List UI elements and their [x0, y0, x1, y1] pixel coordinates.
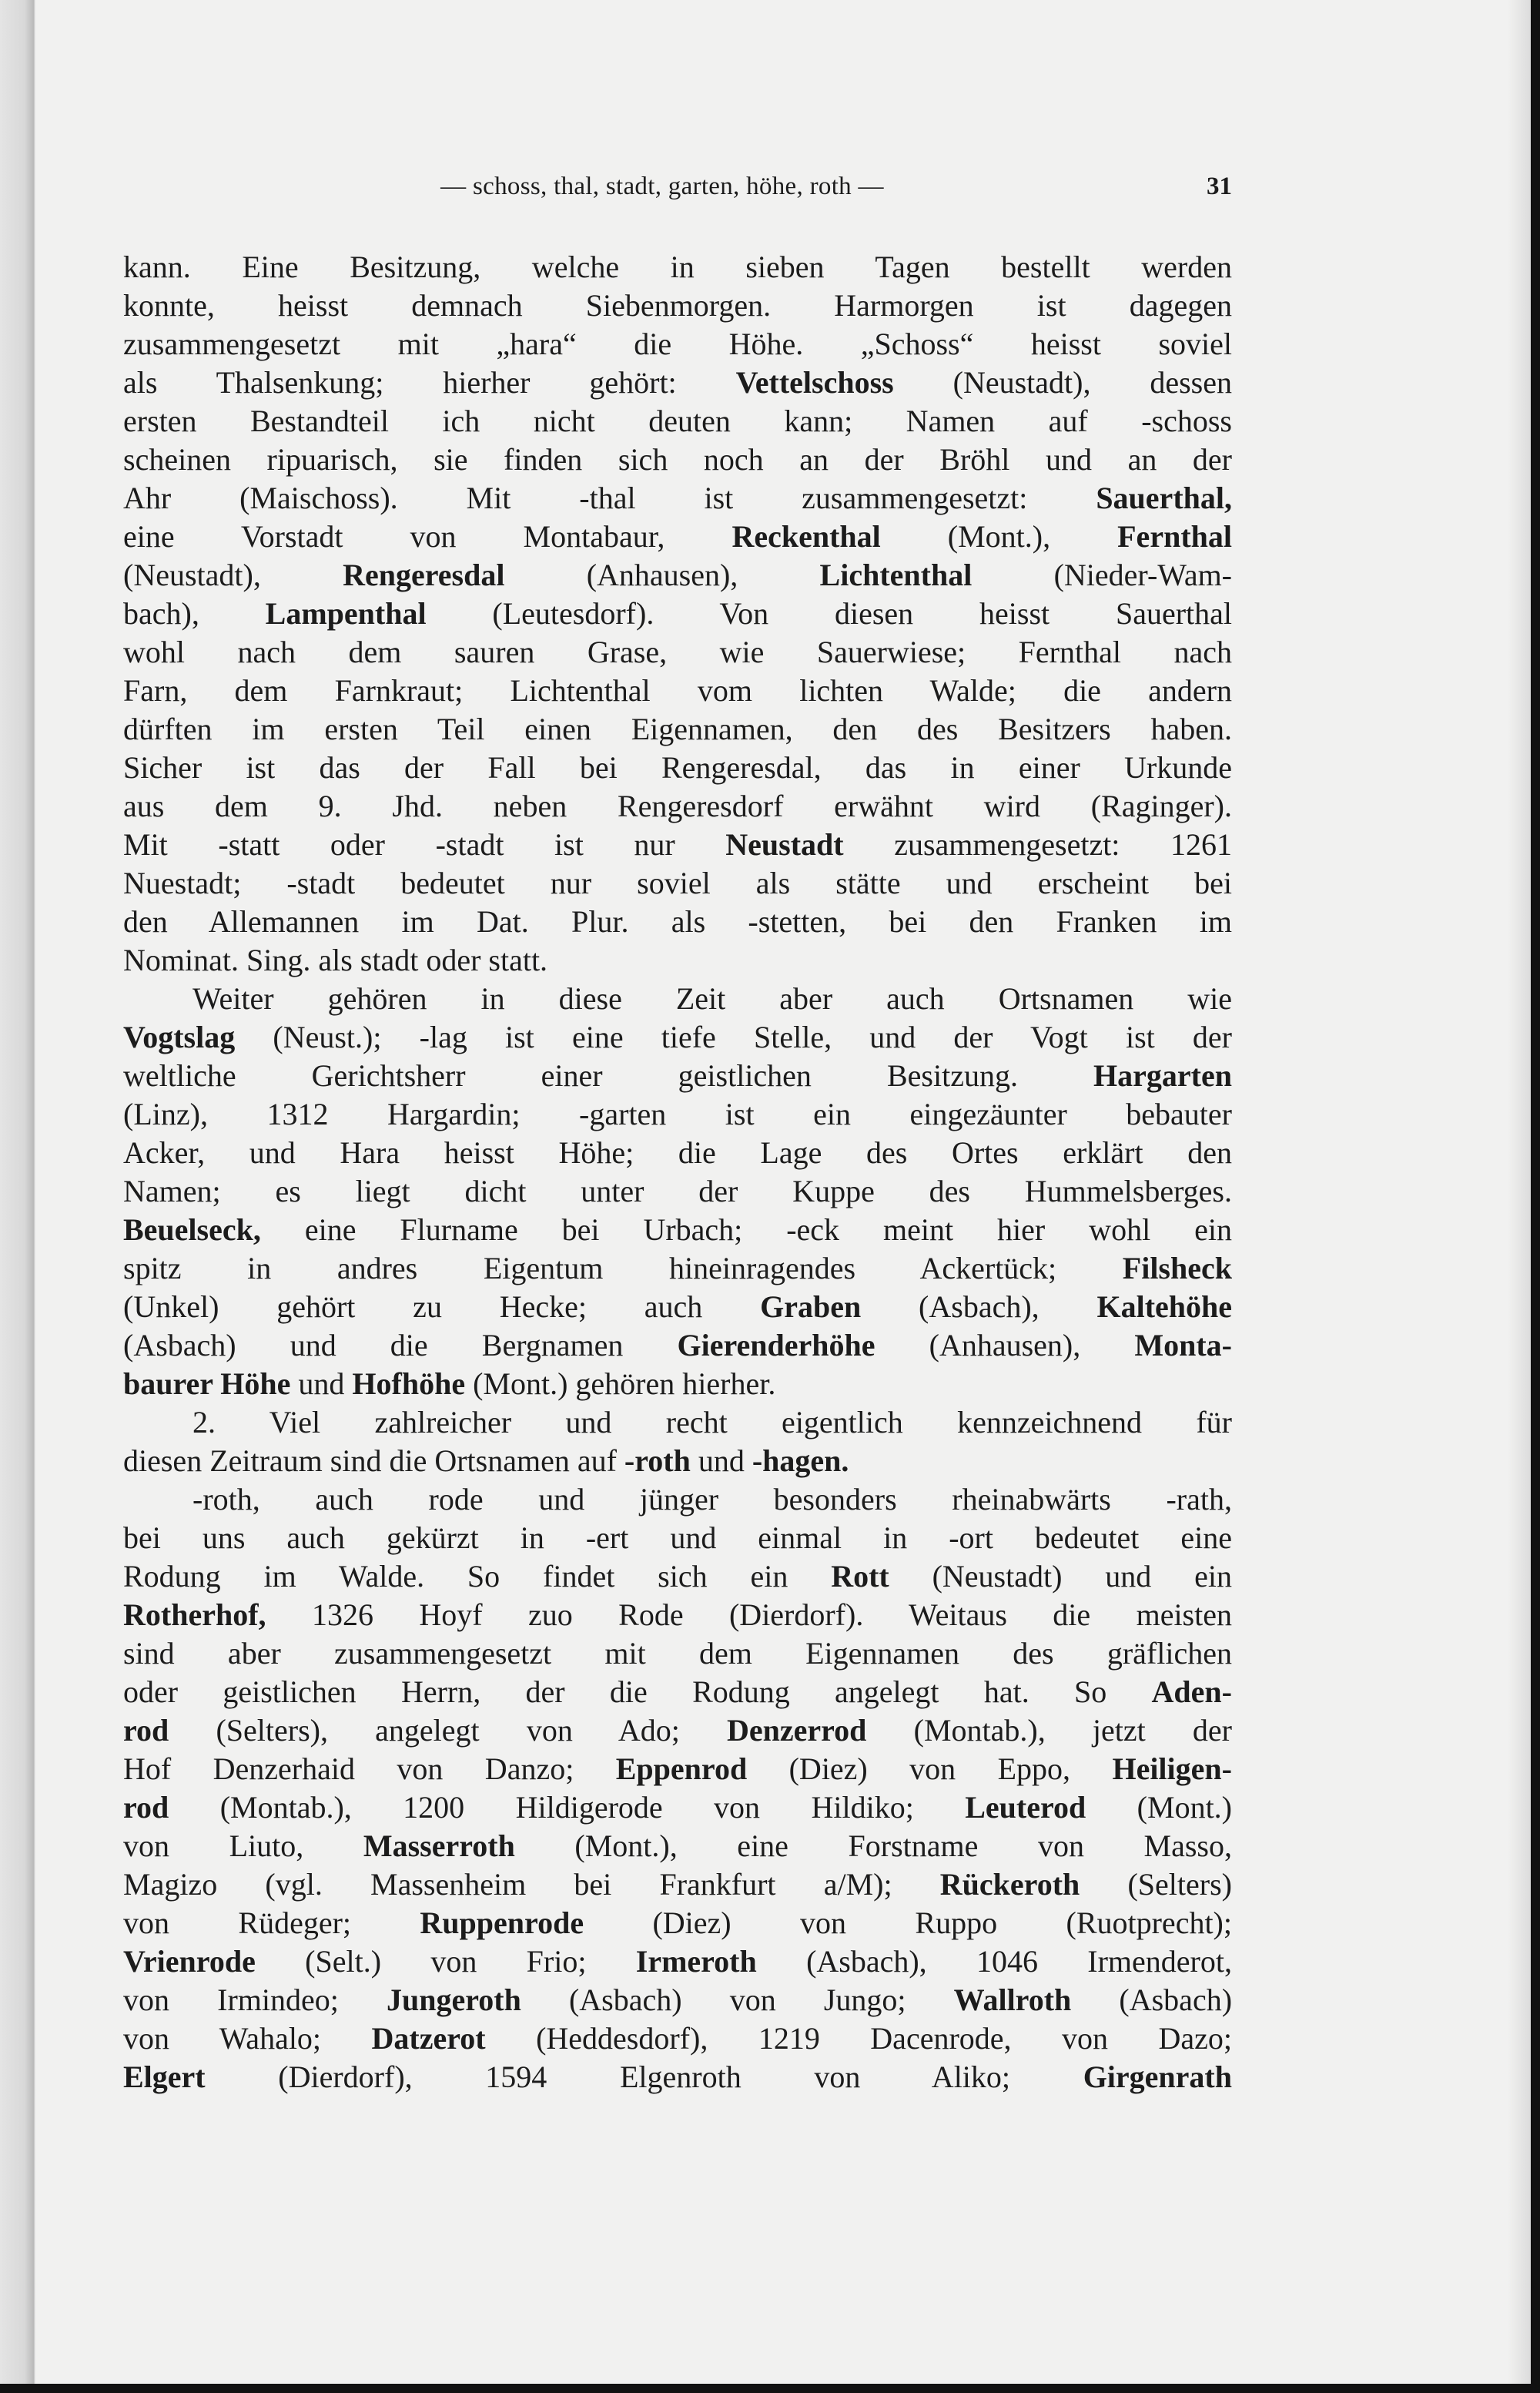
text-run: (Asbach) und die Bergnamen — [123, 1328, 678, 1362]
scan-right-shadow — [1508, 0, 1531, 2393]
text-line — [123, 1865, 1232, 1904]
text-run: (Asbach), 1046 Irmenderot, — [756, 1944, 1232, 1979]
text-run: (Anhausen), — [504, 558, 820, 592]
place-name-bold: Fernthal — [1117, 519, 1232, 554]
text-run: 1326 Hoyf zuo Rode (Dierdorf). Weitaus die meisten — [266, 1597, 1232, 1632]
scan-left-edge — [0, 0, 35, 2393]
text-run: Sicher ist das der Fall bei Rengeresdal, das in einer Urkunde — [123, 750, 1232, 785]
place-name-bold: Denzerrod — [727, 1713, 867, 1748]
place-name-bold: Graben — [760, 1289, 862, 1324]
place-name-bold: Vettelschoss — [735, 365, 894, 400]
text-run: bach), — [123, 596, 266, 631]
place-name-bold: Wallroth — [953, 1982, 1072, 2017]
place-name-bold: Datzerot — [371, 2021, 486, 2056]
text-line — [123, 1211, 1232, 1249]
text-run: Acker, und Hara heisst Höhe; die Lage des Ortes erklärt den — [123, 1135, 1232, 1170]
place-name-bold: Rengeresdal — [343, 558, 505, 592]
text-line — [123, 1134, 1232, 1172]
text-line — [123, 903, 1232, 941]
text-run: Nuestadt; -stadt bedeutet nur soviel als stätte und erscheint bei — [123, 866, 1232, 900]
place-name-bold: Ruppenrode — [420, 1905, 584, 1940]
text-run: (Diez) von Eppo, — [747, 1751, 1113, 1786]
place-name-bold: -roth — [624, 1443, 691, 1478]
text-run: ersten Bestandteil ich nicht deuten kann; Namen auf -schoss — [123, 404, 1232, 438]
text-run: (Neustadt) und ein — [889, 1559, 1232, 1594]
text-line — [123, 402, 1232, 441]
text-run: Rodung im Walde. So findet sich ein — [123, 1559, 832, 1594]
text-run: zusammengesetzt mit „hara“ die Höhe. „Schoss“ heisst soviel — [123, 327, 1232, 361]
text-run: 2. Viel zahlreicher und recht eigentlich kennzeichnend für — [192, 1405, 1232, 1439]
text-run: (Neustadt), — [123, 558, 343, 592]
text-run: dürften im ersten Teil einen Eigennamen, den des Besitzers haben. — [123, 712, 1232, 746]
place-name-bold: Lichtenthal — [819, 558, 973, 592]
text-run: oder geistlichen Herrn, der die Rodung angelegt hat. So — [123, 1674, 1152, 1709]
text-line — [123, 1249, 1232, 1288]
text-line — [123, 1288, 1232, 1326]
place-name-bold: Hargarten — [1093, 1058, 1232, 1093]
text-line — [123, 1057, 1232, 1095]
running-head — [123, 173, 1232, 206]
place-name-bold: Kaltehöhe — [1096, 1289, 1233, 1324]
text-run: (Mont.), eine Forstname von Masso, — [514, 1828, 1232, 1863]
text-run: (Asbach) — [1071, 1982, 1233, 2017]
text-run: (Diez) von Ruppo (Ruotprecht); — [584, 1905, 1232, 1940]
text-line — [123, 864, 1232, 903]
text-run: Nominat. Sing. als stadt oder statt. — [123, 943, 548, 977]
text-line — [123, 1326, 1232, 1365]
scan-right-edge — [1531, 0, 1540, 2393]
text-line — [123, 1827, 1232, 1865]
text-line — [123, 325, 1232, 364]
text-run: (Selt.) von Frio; — [255, 1944, 636, 1979]
text-run: zusammengesetzt: 1261 — [843, 827, 1232, 862]
text-run: den Allemannen im Dat. Plur. als -stetten, bei den Franken im — [123, 904, 1232, 939]
place-name-bold: -hagen. — [752, 1443, 849, 1478]
text-line — [123, 1557, 1232, 1596]
text-line — [123, 1018, 1232, 1057]
text-run: von Wahalo; — [123, 2021, 372, 2056]
text-run: (Selters), angelegt von Ado; — [169, 1713, 727, 1748]
text-run: eine Vorstadt von Montabaur, — [123, 519, 732, 554]
place-name-bold: baurer Höhe — [123, 1366, 291, 1401]
text-line — [123, 518, 1232, 556]
place-name-bold: Reckenthal — [732, 519, 881, 554]
text-line — [123, 364, 1232, 402]
text-line — [123, 1942, 1232, 1981]
text-line — [123, 633, 1232, 672]
text-run: Mit -statt oder -stadt ist nur — [123, 827, 726, 862]
text-run: (Mont.) gehören hierher. — [465, 1366, 776, 1401]
text-line — [123, 1403, 1232, 1442]
place-name-bold: rod — [123, 1713, 169, 1748]
text-run: und — [290, 1366, 353, 1401]
text-line — [123, 980, 1232, 1018]
place-name-bold: Rott — [831, 1559, 889, 1594]
text-line — [123, 1750, 1232, 1788]
text-run: weltliche Gerichtsherr einer geistlichen Besitzung. — [123, 1058, 1094, 1093]
place-name-bold: Rotherhof, — [123, 1597, 266, 1632]
place-name-bold: Girgenrath — [1083, 2060, 1232, 2094]
place-name-bold: Sauerthal, — [1096, 481, 1232, 515]
text-run: (Heddesdorf), 1219 Dacenrode, von Dazo; — [485, 2021, 1232, 2056]
text-line — [123, 749, 1232, 787]
text-run: aus dem 9. Jhd. neben Rengeresdorf erwähnt wird (Raginger). — [123, 789, 1232, 823]
text-line — [123, 556, 1232, 595]
text-run: spitz in andres Eigentum hineinragendes Ackertück; — [123, 1251, 1123, 1285]
text-run: von Irmindeo; — [123, 1982, 387, 2017]
text-run: Ahr (Maischoss). Mit -thal ist zusammengesetzt: — [123, 481, 1096, 515]
text-run: und — [690, 1443, 752, 1478]
text-line — [123, 1711, 1232, 1750]
text-line — [123, 1365, 1232, 1403]
place-name-bold: Lampenthal — [265, 596, 427, 631]
text-line — [123, 479, 1232, 518]
place-name-bold: Irmeroth — [635, 1944, 757, 1979]
text-run: (Nieder-Wam- — [972, 558, 1232, 592]
text-run: bei uns auch gekürzt in -ert und einmal in -ort bedeutet eine — [123, 1520, 1232, 1555]
text-run: als Thalsenkung; hierher gehört: — [123, 365, 736, 400]
text-run: -roth, auch rode und jünger besonders rheinabwärts -rath, — [192, 1482, 1232, 1517]
text-line — [123, 595, 1232, 633]
text-run: wohl nach dem sauren Grase, wie Sauerwiese; Fernthal nach — [123, 635, 1232, 669]
place-name-bold: Masserroth — [363, 1828, 515, 1863]
place-name-bold: Filsheck — [1122, 1251, 1232, 1285]
body-text — [123, 248, 1232, 2096]
text-line — [123, 1519, 1232, 1557]
text-run: (Asbach), — [861, 1289, 1097, 1324]
text-line — [123, 287, 1232, 325]
text-line — [123, 248, 1232, 287]
place-name-bold: Elgert — [123, 2060, 206, 2094]
place-name-bold: Vrienrode — [123, 1944, 256, 1979]
text-run: (Unkel) gehört zu Hecke; auch — [123, 1289, 761, 1324]
place-name-bold: Aden- — [1151, 1674, 1232, 1709]
text-line — [123, 826, 1232, 864]
text-line — [123, 1904, 1232, 1942]
text-run: kann. Eine Besitzung, welche in sieben Tagen bestellt werden — [123, 250, 1232, 284]
text-run: Magizo (vgl. Massenheim bei Frankfurt a/M); — [123, 1867, 940, 1902]
text-run: (Leutesdorf). Von diesen heisst Sauerthal — [426, 596, 1232, 631]
place-name-bold: Jungeroth — [387, 1982, 521, 2017]
text-run: (Neustadt), dessen — [893, 365, 1232, 400]
text-line — [123, 2019, 1232, 2058]
text-run: Weiter gehören in diese Zeit aber auch Ortsnamen wie — [192, 981, 1232, 1016]
text-run: sind aber zusammengesetzt mit dem Eigennamen des gräflichen — [123, 1636, 1232, 1671]
text-run: (Asbach) von Jungo; — [521, 1982, 954, 2017]
text-run: (Mont.) — [1086, 1790, 1232, 1825]
place-name-bold: rod — [123, 1790, 169, 1825]
place-name-bold: Heiligen- — [1112, 1751, 1232, 1786]
text-line — [123, 1634, 1232, 1673]
place-name-bold: Monta- — [1134, 1328, 1232, 1362]
text-run: (Mont.), — [880, 519, 1118, 554]
text-line — [123, 1673, 1232, 1711]
text-line — [123, 941, 1232, 980]
text-run: Namen; es liegt dicht unter der Kuppe des Hummelsberges. — [123, 1174, 1232, 1208]
place-name-bold: Rückeroth — [939, 1867, 1080, 1902]
text-line — [123, 2058, 1232, 2096]
text-line — [123, 1095, 1232, 1134]
place-name-bold: Beuelseck, — [123, 1212, 261, 1247]
text-run: diesen Zeitraum sind die Ortsnamen auf — [123, 1443, 624, 1478]
place-name-bold: Gierenderhöhe — [677, 1328, 875, 1362]
text-line — [123, 1480, 1232, 1519]
text-run: eine Flurname bei Urbach; -eck meint hier wohl ein — [260, 1212, 1232, 1247]
text-run: (Selters) — [1080, 1867, 1232, 1902]
text-line — [123, 672, 1232, 710]
text-line — [123, 787, 1232, 826]
page-number: 31 — [1207, 173, 1232, 200]
text-run: Hof Denzerhaid von Danzo; — [123, 1751, 616, 1786]
place-name-bold: Vogtslag — [123, 1020, 236, 1054]
text-run: konnte, heisst demnach Siebenmorgen. Harmorgen ist dagegen — [123, 288, 1232, 323]
text-run: von Rüdeger; — [123, 1905, 420, 1940]
text-line — [123, 1981, 1232, 2019]
text-line — [123, 1442, 1232, 1480]
text-line — [123, 710, 1232, 749]
place-name-bold: Leuterod — [965, 1790, 1086, 1825]
text-run: (Linz), 1312 Hargardin; -garten ist ein eingezäunter bebauter — [123, 1097, 1232, 1131]
text-run: (Dierdorf), 1594 Elgenroth von Aliko; — [205, 2060, 1083, 2094]
text-line — [123, 1172, 1232, 1211]
place-name-bold: Eppenrod — [615, 1751, 748, 1786]
text-run: von Liuto, — [123, 1828, 363, 1863]
text-run: scheinen ripuarisch, sie finden sich noch an der Bröhl und an der — [123, 442, 1232, 477]
place-name-bold: Hofhöhe — [352, 1366, 466, 1401]
place-name-bold: Neustadt — [725, 827, 844, 862]
running-title: — schoss, thal, stadt, garten, höhe, roth — — [440, 173, 884, 200]
text-line — [123, 441, 1232, 479]
text-run: (Neust.); -lag ist eine tiefe Stelle, und der Vogt ist der — [235, 1020, 1232, 1054]
text-run: (Anhausen), — [875, 1328, 1135, 1362]
text-line — [123, 1596, 1232, 1634]
scan-bottom-edge — [0, 2384, 1540, 2393]
text-line — [123, 1788, 1232, 1827]
text-run: (Montab.), jetzt der — [866, 1713, 1232, 1748]
text-run: (Montab.), 1200 Hildigerode von Hildiko; — [169, 1790, 966, 1825]
text-run: Farn, dem Farnkraut; Lichtenthal vom lichten Walde; die andern — [123, 673, 1232, 708]
